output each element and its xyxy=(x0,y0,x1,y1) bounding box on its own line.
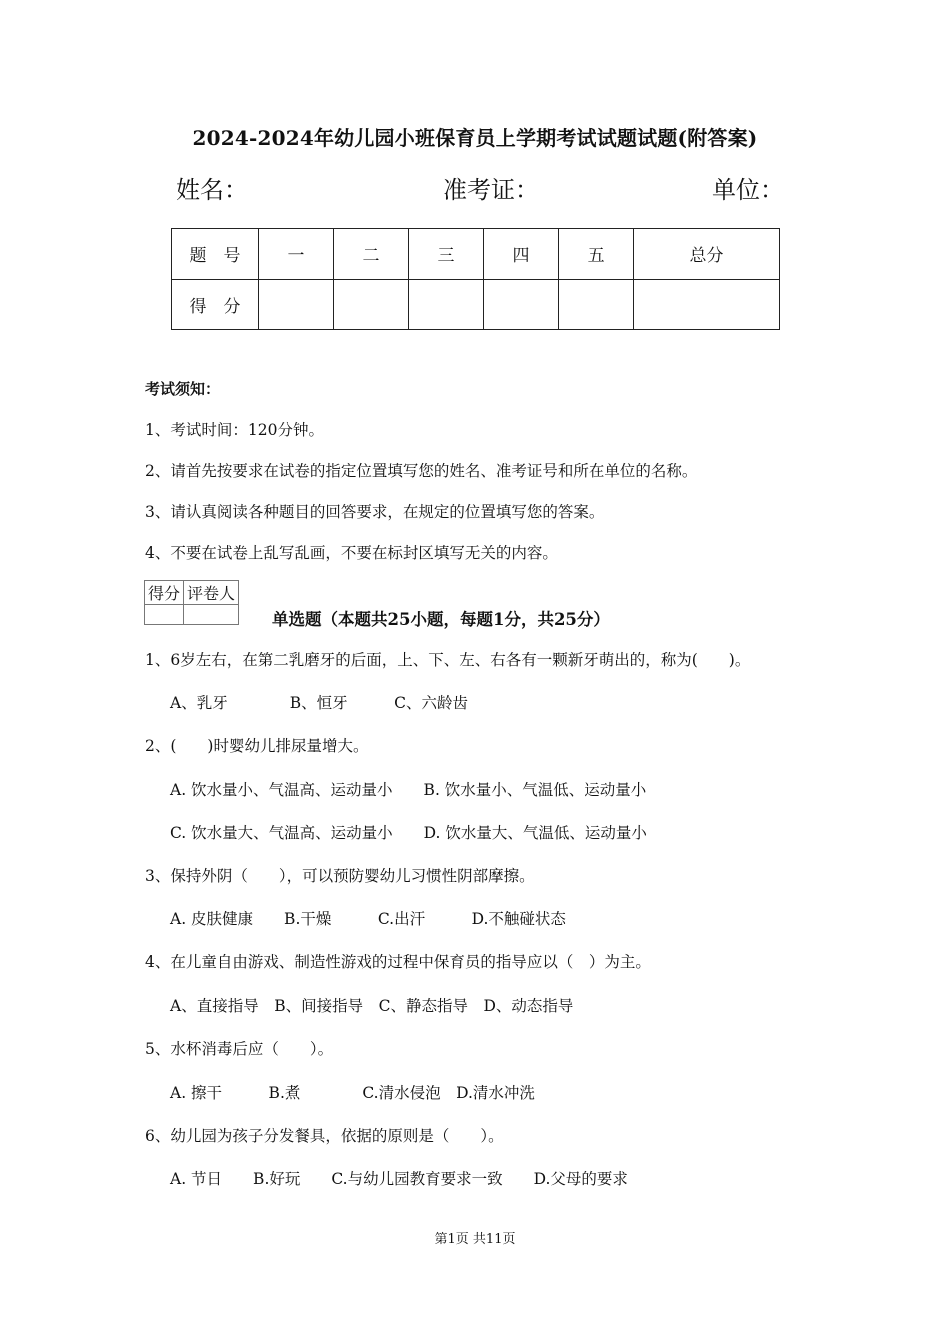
question-1-options: A、乳牙 B、恒牙 C、六龄齿 xyxy=(170,694,468,712)
score-input-cell[interactable] xyxy=(259,279,334,330)
notice-item: 1、考试时间：120分钟。 xyxy=(145,421,324,439)
score-header-cell: 二 xyxy=(334,229,409,280)
grader-reviewer-label: 评卷人 xyxy=(184,581,239,605)
score-input-cell[interactable] xyxy=(559,279,634,330)
score-header-cell: 总分 xyxy=(634,229,780,280)
page-footer: 第1页 共11页 xyxy=(434,1232,516,1247)
notice-item: 2、请首先按要求在试卷的指定位置填写您的姓名、准考证号和所在单位的名称。 xyxy=(145,462,698,480)
question-6: 6、幼儿园为孩子分发餐具，依据的原则是（ ）。 xyxy=(145,1127,504,1145)
question-1: 1、6岁左右，在第二乳磨牙的后面，上、下、左、右各有一颗新牙萌出的，称为( )。 xyxy=(145,651,751,669)
question-6-options: A. 节日 B.好玩 C.与幼儿园教育要求一致 D.父母的要求 xyxy=(170,1170,628,1188)
question-5-options: A. 擦干 B.煮 C.清水侵泡 D.清水冲洗 xyxy=(170,1084,535,1102)
notice-item: 4、不要在试卷上乱写乱画，不要在标封区填写无关的内容。 xyxy=(145,544,558,562)
grader-reviewer-cell[interactable] xyxy=(184,605,239,625)
notice-item: 3、请认真阅读各种题目的回答要求，在规定的位置填写您的答案。 xyxy=(145,503,605,521)
score-header-cell: 一 xyxy=(259,229,334,280)
score-header-cell: 三 xyxy=(409,229,484,280)
score-input-cell[interactable] xyxy=(409,279,484,330)
question-2: 2、( )时婴幼儿排尿量增大。 xyxy=(145,737,369,755)
question-4-options: A、直接指导 B、间接指导 C、静态指导 D、动态指导 xyxy=(170,997,574,1015)
grader-score-cell[interactable] xyxy=(145,605,184,625)
score-table xyxy=(171,228,780,330)
page-title: 2024-2024年幼儿园小班保育员上学期考试试题试题(附答案) xyxy=(192,126,758,150)
question-2-options: A. 饮水量小、气温高、运动量小 B. 饮水量小、气温低、运动量小 xyxy=(170,781,647,799)
score-header-cell: 四 xyxy=(484,229,559,280)
score-table-header-row xyxy=(172,229,780,280)
name-label: 姓名： xyxy=(176,176,248,204)
score-row-label: 得 分 xyxy=(172,279,259,330)
score-table-score-row xyxy=(172,279,780,330)
exam-id-label: 准考证： xyxy=(443,176,539,204)
question-3: 3、保持外阴（ ），可以预防婴幼儿习惯性阴部摩擦。 xyxy=(145,867,535,885)
score-input-cell[interactable] xyxy=(634,279,780,330)
grader-box xyxy=(144,580,239,625)
unit-label: 单位： xyxy=(712,176,784,204)
question-4: 4、在儿童自由游戏、制造性游戏的过程中保育员的指导应以（ ）为主。 xyxy=(145,953,651,971)
score-header-cell: 题 号 xyxy=(172,229,259,280)
score-input-cell[interactable] xyxy=(484,279,559,330)
score-input-cell[interactable] xyxy=(334,279,409,330)
notice-title: 考试须知： xyxy=(145,380,221,398)
question-5: 5、水杯消毒后应（ ）。 xyxy=(145,1040,334,1058)
score-header-cell: 五 xyxy=(559,229,634,280)
question-3-options: A. 皮肤健康 B.干燥 C.出汗 D.不触碰状态 xyxy=(170,910,566,928)
section-title: 单选题（本题共25小题，每题1分，共25分） xyxy=(272,610,610,629)
grader-score-label: 得分 xyxy=(145,581,184,605)
question-2-options: C. 饮水量大、气温高、运动量小 D. 饮水量大、气温低、运动量小 xyxy=(170,824,647,842)
